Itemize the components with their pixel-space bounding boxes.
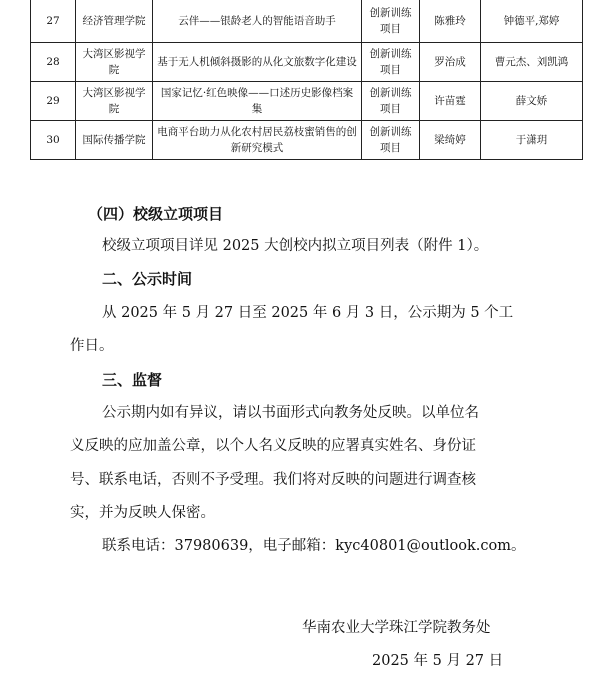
project-title-cell: 国家记忆·红色映像——口述历史影像档案集 xyxy=(153,82,362,121)
signature-organization: 华南农业大学珠江学院教务处 xyxy=(302,620,491,636)
leader-cell: 罗治成 xyxy=(420,43,481,82)
supervision-paragraph-line: 号、联系电话，否则不予受理。我们将对反映的问题进行调查核 xyxy=(70,472,476,488)
row-number: 28 xyxy=(31,43,76,82)
project-type-cell: 创新训练项目 xyxy=(362,0,420,43)
section-heading-supervision: 三、监督 xyxy=(102,371,163,389)
supervision-paragraph-line: 公示期内如有异议，请以书面形式向教务处反映。以单位名 xyxy=(102,405,479,421)
project-type-cell: 创新训练项目 xyxy=(362,121,420,160)
advisor-cell: 薛文娇 xyxy=(481,82,583,121)
advisor-cell: 曹元杰、刘凯鸿 xyxy=(481,43,583,82)
college-cell: 大湾区影视学院 xyxy=(76,82,153,121)
supervision-paragraph-line: 义反映的应加盖公章，以个人名义反映的应署真实姓名、身份证 xyxy=(70,438,476,454)
contact-info: 联系电话：37980639，电子邮箱：kyc40801@outlook.com。 xyxy=(102,538,526,554)
row-number: 30 xyxy=(31,121,76,160)
leader-cell: 陈雅玲 xyxy=(420,0,481,43)
section-heading-publicity-period: 二、公示时间 xyxy=(102,270,193,288)
section-heading-school-projects: （四）校级立项项目 xyxy=(88,205,224,223)
advisor-cell: 钟德平,郑婷 xyxy=(481,0,583,43)
leader-cell: 许苗霆 xyxy=(420,82,481,121)
project-table xyxy=(30,0,583,160)
leader-cell: 梁绮婷 xyxy=(420,121,481,160)
project-title-cell: 电商平台助力从化农村居民荔枝蜜销售的创新研究模式 xyxy=(153,121,362,160)
college-cell: 大湾区影视学院 xyxy=(76,43,153,82)
row-number: 27 xyxy=(31,0,76,43)
table-row xyxy=(31,43,583,82)
supervision-paragraph-line: 实，并为反映人保密。 xyxy=(70,505,215,521)
school-projects-body: 校级立项项目详见 2025 大创校内拟立项目列表（附件 1）。 xyxy=(102,238,489,254)
signature-date: 2025 年 5 月 27 日 xyxy=(372,653,504,669)
advisor-cell: 于潇玥 xyxy=(481,121,583,160)
table-row xyxy=(31,121,583,160)
table-row xyxy=(31,82,583,121)
project-title-cell: 基于无人机倾斜摄影的从化文旅数字化建设 xyxy=(153,43,362,82)
publicity-period-line: 作日。 xyxy=(70,338,114,354)
publicity-period-line: 从 2025 年 5 月 27 日至 2025 年 6 月 3 日，公示期为 5 个工 xyxy=(102,305,514,321)
table-row xyxy=(31,0,583,43)
project-type-cell: 创新训练项目 xyxy=(362,82,420,121)
row-number: 29 xyxy=(31,82,76,121)
college-cell: 国际传播学院 xyxy=(76,121,153,160)
project-type-cell: 创新训练项目 xyxy=(362,43,420,82)
college-cell: 经济管理学院 xyxy=(76,0,153,43)
project-title-cell: 云伴——银龄老人的智能语音助手 xyxy=(153,0,362,43)
